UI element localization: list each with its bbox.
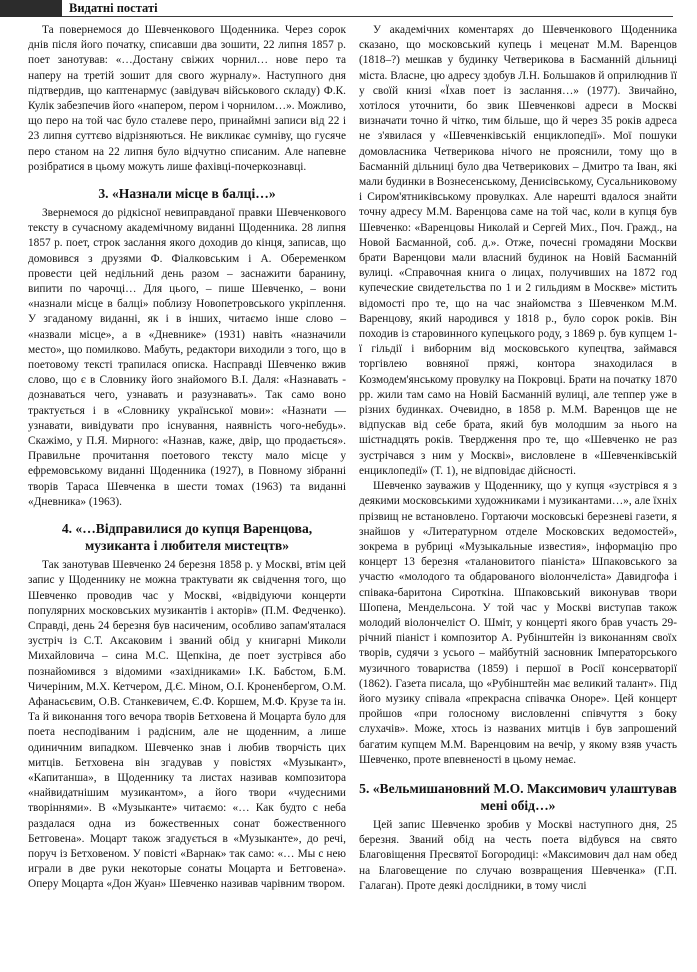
- header-dark-block: [0, 0, 62, 17]
- paragraph: Та повернемося до Шевченкового Щоденника. Через сорок днів після його початку, списавши два зошити, 22 липня 1857 р. поет занотував: «…Достану свіжих чорнил… нове перо та наперу на третій зошит для свого журналу». Наступного дня підтвердив, що каптенармус (завідувач військового складу) Ф.К. Кулік забезпечив його «напером, пером і чорнилом…». Можливо, що перо на той час було сталеве перо, принаймні записи від 22 і 23 липня суттєво відрізняються. Не викликає сумніву, що гусяче перо станом на 22 липня було відчутно списаним. Але напевне розібратися в цьому можуть лише фахівці-почеркознавці.: [28, 24, 346, 173]
- section-heading: 4. «…Відправилися до купця Варенцова, музиканта і любителя мистецтв»: [61, 521, 313, 554]
- paragraph: У академічних коментарях до Шевченкового Щоденника сказано, що московський купець і меценат М.М. Варенцов (1818–?) мешкав у будинку Четверикова в Басманній дільниці міста. Власне, цю адресу здобув Л.Н. Большаков й оприлюднив її у своїй книзі «Їхав поет із заслання…» (1977). Звичайно, хотілося уточнити, бо звик Шевченкові адреси в Москві визначати точно й чітко, тим більше, що й через 35 років адреса не з'явилася у «Шевченківській енциклопедії». Мої пошуки домовласника Четверикова нічого не прояснили, тому що в Басманній дільниці було два Четверикових – Дмитро та Іван, які мали будинки в Вознесенському, Денисівському, Сусальниковому і Сиром'ятниківському провулках. Але нарешті вдалося знайти точну адресу М.М. Варенцова саме на той час, коли в купця був Шевченко: «Варенцовы Николай и Сергей Мих., Поч. Гражд., на Новой Басманной, соб. д.». Отже, почесні громадяни Москви брати Варенцови мали власний будинок на Новій Басманній вулиці. «Справочная книга о лицах, получивших на 1872 год купеческие свидетельства по 1 и 2 гильдиям в Москве» містить відомості про те, що на час знайомства з Шевченком М.М. Варенцову, який народився у 1818 р., було сорок років. Він походив із старовинного купецького роду, з 1869 р. був купцем 1-ї гільдії і виборним від московського купецтва, займався торгівлею вовняної пряжі, контора знаходилася в Козмодем'янському провулку на Покровці. Брати на початку 1870 рр. жили там само на Новій Басманній вулиці, але теппер уже в різних будинках. Очевидно, в 1858 р. М.М. Варенцов ще не відпускав від себе брата, який був молодшим за нього на шістнадцять років. Твердження про те, що «Шевченко не раз зустрічався з ним у Москві», висловлене в «Шевченківській енциклопедії» (Т. 1), не відповідає дійсності.: [359, 24, 677, 477]
- paragraph: Шевченко зауважив у Щоденнику, що у купця «зустрівся я з деякими московськими художниками і музикантами…», але їхніх прізвищ не встановлено. Гортаючи московські березневі газети, я знайшов у «Литературном отделе Московских ведомостей», зокрема в рубриці «Музыкальные известия», інформацію про концерт 13 березня «талановитого піаніста» Шпаковського за участю «молодого та обдарованого віолончеліста» Давидгофа і співака-баритона Сироткіна. Шпаковський виконував твори Шопена, Мендельсона. У той час у Москві виступав також молодий віолончеліст О. Шміт, у концерті якого брав участь 29-річний піаніст і композитор А. Рубінштейн із виконанням своїх творів, судячи з усього – майбутній засновник Імператорського музичного товариства (1859) і першої в Росії консерваторії (1862). Газета писала, що «Рубінштейн має великий талант». Під його музику співала «прекрасна співачка Оноре». Цей концерт пройшов «при голосному висловленні співчуття з боку слухачів». Може, хтось із названих митців і був запрошений багатим купцем М.М. Варенцовим на вечір, у якому взяв участь Шевченко, проте впевненості в цьому немає.: [359, 480, 677, 766]
- header-rule: [62, 16, 673, 17]
- paragraph: Звернемося до рідкісної невиправданої правки Шевченкового тексту в сучасному академічному виданні Щоденника. 28 липня 1857 р. поет, строк заслання якого доходив до кінця, записав, що домовився з друзями Ф. Фіалковським і А. Обеременком провести цей недільний день разом – заснажити баранину, випити по чарочці… Для цього, – пише Шевченко, – вони «назнали місце в балці» поблизу Новопетровського укріплення. У згаданому виданні, як і в інших, читаємо інше слово – «назвали місце», а в «Дневнике» (1931) навіть «назначили место», що помилково. Мабуть, редактори виходили з того, що в поетовому тексті трапилася описка. Насправді Шевченко вжив слово, що є в Словнику його знайомого В.І. Даля: «Назнавать - дознаваться чего, узнавать и разузнавать». Так само воно трактується і в «Словнику української мови»: «Назнати — узнавати, вивідувати про існування, наявність чого-небудь». Скажімо, у П.Я. Мирного: «Назнав, каже, двір, що продається». Правильне прочитання поетового тексту мало місце у ефремовському виданні Щоденника (1927), в Повному зібранні творів Тараса Шевченка в шести томах (1963) та виданні «Дневника» (1963).: [28, 207, 346, 508]
- section-heading: 5. «Вельмишановний М.О. Максимович улаштував мені обід…»: [359, 780, 677, 813]
- section-heading: 3. «Назнали місце в балці…»: [98, 186, 276, 202]
- right-column: [359, 23, 677, 894]
- header-title: Видатні постаті: [69, 1, 158, 15]
- paragraph: Цей запис Шевченко зробив у Москві наступного дня, 25 березня. Званий обід на честь поета відбувся на свято Благовіщення Пресвятої Богородиці: «Максимович дал нам обед на Благовещение по случаю возвращения Шевченка» (Г.П. Галаган). Проте деякі дослідники, в тому числі: [359, 818, 677, 892]
- left-column: [28, 23, 346, 893]
- page-header: [0, 0, 697, 18]
- paragraph: Так занотував Шевченко 24 березня 1858 р. у Москві, втім цей запис у Щоденнику не можна трактувати як свідчення того, що Шевченко проводив час у Москві, «відвідуючи концерти популярних московських музикантів і акторів» (П.М. Федченко). Справді, день 24 березня був насиченим, особливо запам'яталася зустріч із С.Т. Аксаковим і званий обід у книгарні Миколи Михайловича – сина М.С. Щепкіна, де поет зустрівся або познайомився з відомими «західниками» І.К. Бабстом, Б.М. Чичеріним, М.Х. Кетчером, Д.Є. Міном, О.І. Кроненбергом, О.М. Афанасьєвим, О.В. Станкевичем, Є.Ф. Коршем, М.Ф. Крузе та ін. Та й виконання того вечора творів Бетховена й Моцарта було для поета несподіваним і радісним, але не щоденним, а лише одиничним випадком. Шевченко знав і любив творчість цих митців. Бетховена він згадував у повістях «Музыкант», «Капитанша», в Щоденнику та листах називав композитора «найвидатнішим музикантом», а його твори «чудесними творіннями». В «Музыканте» читаємо: «… Как будто с неба раздалася одна из божественных сонат божественного Бетговена». Моцарт також згадується в «Музыканте», до речі, поруч із Бетховеном. У повісті «Варнак» так само: «… Мы с нею играли в две руки некоторые сонаты Моцарта и Бетговена». Оперу Моцарта «Дон Жуан» Шевченко називав чарівним твором.: [28, 559, 346, 891]
